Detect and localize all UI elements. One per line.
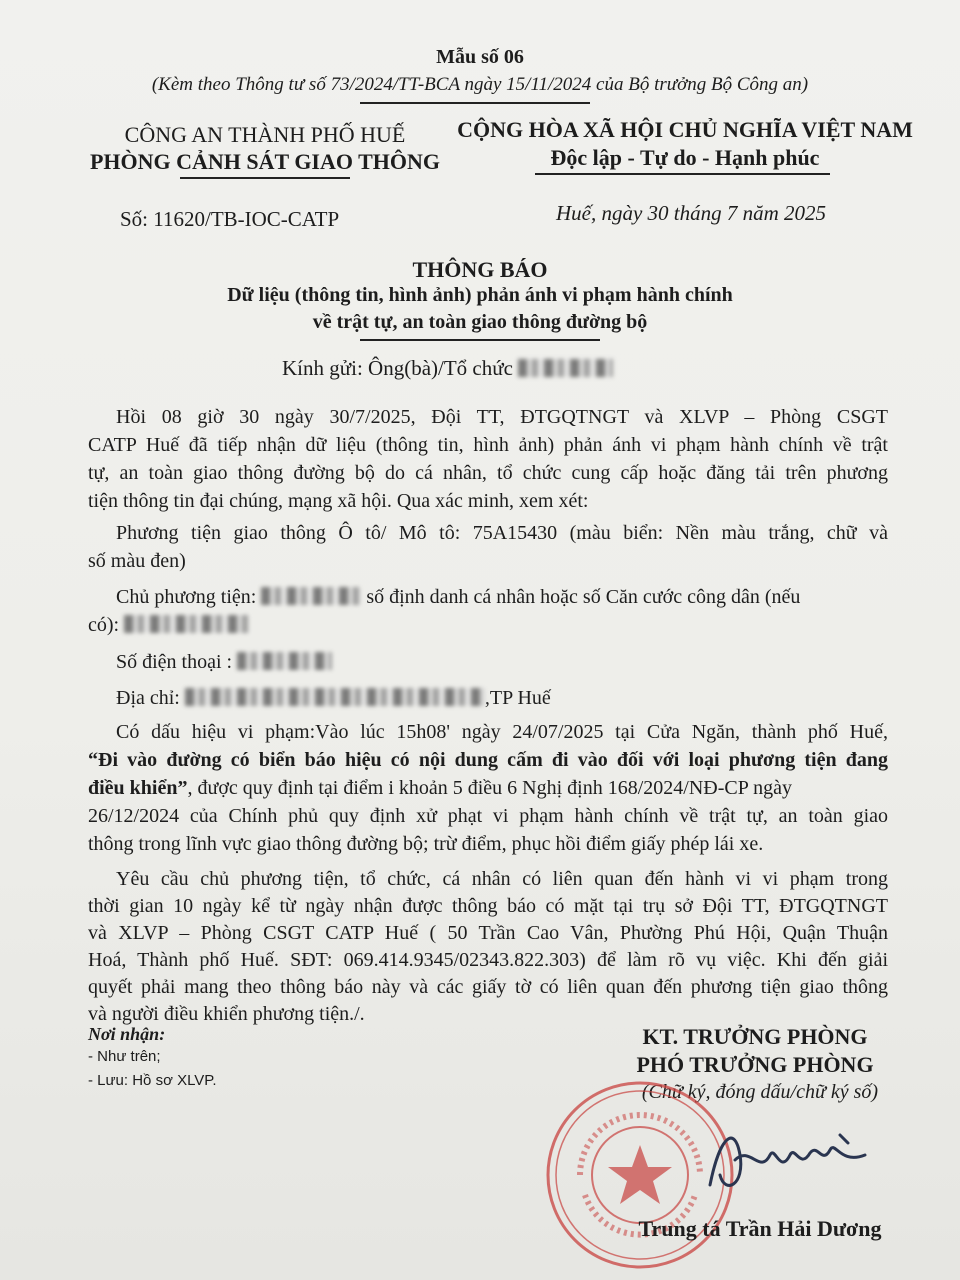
signer-name: Trung tá Trần Hải Dương bbox=[638, 1216, 882, 1241]
redacted-address bbox=[185, 688, 485, 706]
title-underline bbox=[360, 339, 600, 341]
recipients-heading: Nơi nhận: bbox=[88, 1024, 166, 1044]
phone-line bbox=[88, 648, 888, 676]
violation-line: Có dấu hiệu vi phạm:Vào lúc 15h08' ngày 24/07/2025 tại Cửa Ngăn, thành phố Huế, bbox=[116, 721, 888, 743]
recipient-label: Kính gửi: Ông(bà)/Tổ chức bbox=[282, 356, 513, 380]
redacted-recipient bbox=[518, 359, 613, 377]
address-tail: ,TP Huế bbox=[484, 687, 551, 709]
violation-line bbox=[88, 774, 888, 802]
owner-paragraph bbox=[88, 583, 888, 639]
redacted-owner-id bbox=[124, 615, 249, 633]
reference-underline bbox=[360, 102, 590, 104]
intro-line: tự, an toàn giao thông đường bộ do cá nhân, tổ chức cung cấp hoặc đăng tải trên phương bbox=[88, 462, 888, 484]
handwritten-signature bbox=[690, 1115, 880, 1205]
violation-paragraph bbox=[88, 718, 888, 858]
violation-reference: , được quy định tại điểm i khoản 5 điều 6 Nghị định 168/2024/NĐ-CP ngày bbox=[187, 777, 792, 799]
document-number: Số: 11620/TB-IOC-CATP bbox=[120, 207, 340, 231]
form-number: Mẫu số 06 bbox=[436, 46, 524, 68]
address-line bbox=[88, 684, 888, 712]
owner-id-label-2: có): bbox=[88, 614, 120, 636]
form-reference: (Kèm theo Thông tư số 73/2024/TT-BCA ngày 15/11/2024 của Bộ trưởng Bộ Công an) bbox=[151, 74, 809, 95]
agency-parent: CÔNG AN THÀNH PHỐ HUẾ bbox=[124, 122, 406, 147]
signature-title-1: KT. TRƯỞNG PHÒNG bbox=[642, 1024, 868, 1049]
request-line: Hoá, Thành phố Huế. SĐT: 069.414.9345/02343.822.303) để làm rõ vụ việc. Khi đến giải bbox=[88, 949, 888, 971]
violation-bold-tail: điều khiển” bbox=[88, 777, 188, 799]
state-motto: Độc lập - Tự do - Hạnh phúc bbox=[550, 145, 820, 170]
request-line: và người điều khiển phương tiện./. bbox=[88, 1003, 365, 1025]
request-line: quyết phải mang theo thông báo này và các giấy tờ có liên quan đến phương tiện giao thông bbox=[88, 976, 888, 998]
owner-line bbox=[88, 583, 888, 611]
redacted-phone bbox=[237, 652, 332, 670]
owner-id-label: số định danh cá nhân hoặc số Căn cước công dân (nếu bbox=[366, 586, 801, 608]
intro-paragraph bbox=[88, 403, 888, 515]
motto-underline bbox=[535, 173, 830, 175]
request-paragraph bbox=[88, 866, 888, 1028]
recipient-line bbox=[282, 356, 613, 381]
place-date: Huế, ngày 30 tháng 7 năm 2025 bbox=[556, 201, 827, 225]
violation-line: thông trong lĩnh vực giao thông đường bộ; trừ điểm, phục hồi điểm giấy phép lái xe. bbox=[88, 833, 764, 855]
violation-line: 26/12/2024 của Chính phủ quy định xử phạt vi phạm hành chính về trật tự, an toàn giao bbox=[88, 805, 888, 827]
vehicle-line: Phương tiện giao thông Ô tô/ Mô tô: 75A15430 (màu biển: Nền màu trắng, chữ và bbox=[116, 522, 888, 544]
notice-subtitle-1: Dữ liệu (thông tin, hình ảnh) phản ánh vi phạm hành chính bbox=[227, 284, 733, 306]
intro-line: CATP Huế đã tiếp nhận dữ liệu (thông tin, hình ảnh) phản ánh vi phạm hành chính về trật bbox=[88, 434, 888, 456]
notice-heading: THÔNG BÁO bbox=[412, 257, 548, 282]
recipients-item: - Lưu: Hồ sơ XLVP. bbox=[88, 1072, 217, 1089]
signature-title-2: PHÓ TRƯỞNG PHÒNG bbox=[636, 1052, 874, 1077]
request-line: và XLVP – Phòng CSGT CATP Huế ( 50 Trần Cao Vân, Phường Phú Hội, Quận Thuận bbox=[88, 922, 888, 944]
intro-line: Hồi 08 giờ 30 ngày 30/7/2025, Đội TT, ĐTGQTNGT và XLVP – Phòng CSGT bbox=[116, 406, 888, 428]
owner-id-line bbox=[88, 611, 888, 639]
agency-underline bbox=[180, 177, 350, 179]
agency-unit: PHÒNG CẢNH SÁT GIAO THÔNG bbox=[89, 149, 440, 174]
state-name: CỘNG HÒA XÃ HỘI CHỦ NGHĨA VIỆT NAM bbox=[457, 117, 913, 142]
notice-subtitle-2: về trật tự, an toàn giao thông đường bộ bbox=[312, 311, 648, 333]
intro-line: tiện thông tin đại chúng, mạng xã hội. Qua xác minh, xem xét: bbox=[88, 490, 589, 512]
request-line: thời gian 10 ngày kể từ ngày nhận được thông báo có mặt tại trụ sở Đội TT, ĐTGQTNGT bbox=[88, 895, 888, 917]
violation-bold-line: “Đi vào đường có biển báo hiệu có nội dung cấm đi vào đối với loại phương tiện đang bbox=[88, 749, 888, 771]
recipients-item: - Như trên; bbox=[88, 1048, 161, 1065]
signature-note: (Chữ ký, đóng dấu/chữ ký số) bbox=[641, 1081, 879, 1103]
owner-label: Chủ phương tiện: bbox=[116, 586, 257, 608]
vehicle-paragraph bbox=[88, 519, 888, 575]
address-label: Địa chỉ: bbox=[116, 687, 180, 709]
phone-label: Số điện thoại : bbox=[116, 651, 233, 673]
vehicle-line: số màu đen) bbox=[88, 550, 186, 572]
redacted-owner-name bbox=[261, 587, 361, 605]
request-line: Yêu cầu chủ phương tiện, tổ chức, cá nhân có liên quan đến hành vi vi phạm trong bbox=[116, 868, 888, 890]
